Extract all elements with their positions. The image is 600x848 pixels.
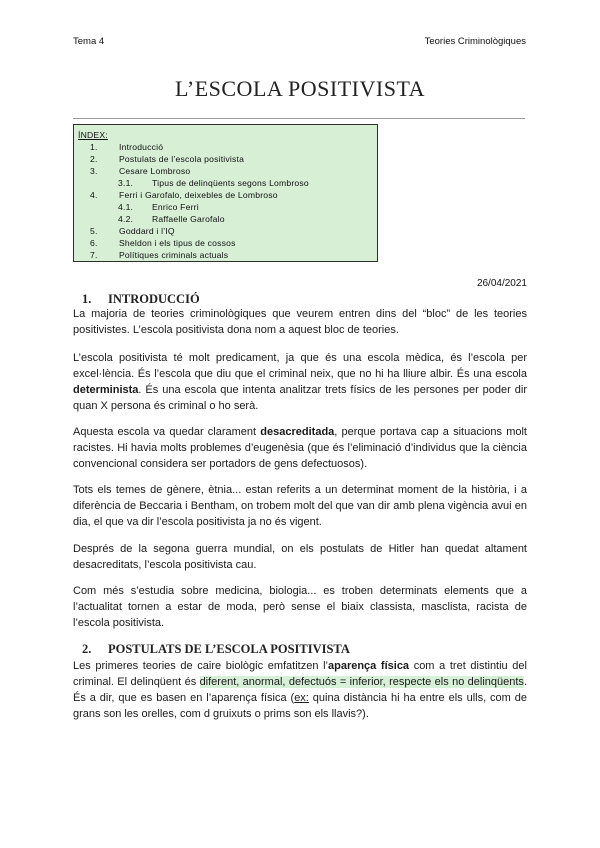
index-subitem xyxy=(78,177,377,189)
highlighted-text: diferent, anormal, defectuós = inferior, respecte els no delinqüents xyxy=(199,676,524,688)
index-item xyxy=(78,249,377,261)
index-item-label: Ferri i Garofalo, deixebles de Lombroso xyxy=(119,190,278,200)
index-item-number: 3.1. xyxy=(118,178,134,188)
index-item xyxy=(78,189,377,201)
underlined-text: ex: xyxy=(294,692,309,704)
index-subitem xyxy=(78,213,377,225)
index-item-number: 5. xyxy=(90,226,98,236)
header-left: Tema 4 xyxy=(73,36,105,47)
section-heading-postulats xyxy=(82,642,350,657)
index-item-label: Goddard i l’IQ xyxy=(119,226,175,236)
index-item-number: 3. xyxy=(90,166,98,176)
index-box xyxy=(73,124,378,262)
index-subitem xyxy=(78,201,377,213)
index-item-label: Raffaelle Garofalo xyxy=(152,214,225,224)
paragraph: Com més s’estudia sobre medicina, biologia... es troben determinats elements que a l’actualitat tornen a estar de moda, però sense el biaix classista, masclista, racista de l’escola positivista. xyxy=(73,585,527,629)
index-item-number: 7. xyxy=(90,250,98,260)
paragraph: Les primeres teories de caire biològic emfatitzen l’aparença física com a tret distintiu del criminal. El delinqüent és diferent, anormal, defectuós = inferior, respecte els no delinqüents. És a dir, que es basen en l’aparença física (ex: quina distància hi ha entre els ulls, com de grans son les orelles, com d gruixuts o prims son els llavis?). xyxy=(73,660,527,720)
section-title: POSTULATS DE L’ESCOLA POSITIVISTA xyxy=(108,642,350,656)
index-item-label: Tipus de delinqüents segons Lombroso xyxy=(152,178,309,188)
index-title: ÍNDEX: xyxy=(78,130,108,140)
index-item-label: Polítiques criminals actuals xyxy=(119,250,229,260)
paragraph: L’escola positivista té molt predicament, ja que és una escola mèdica, és l’escola per excel·lència. És l’escola que diu que el criminal neix, que no hi ha lliure albir. És una escola determinista. És una escola que intenta analitzar trets físics de les persones per poder dir quan X persona és criminal o ho serà. xyxy=(73,352,527,412)
index-item-label: Cesare Lombroso xyxy=(119,166,191,176)
index-item-label: Postulats de l’escola positivista xyxy=(119,154,245,164)
index-item-number: 2. xyxy=(90,154,98,164)
document-date: 26/04/2021 xyxy=(476,278,527,289)
section-number: 1. xyxy=(82,292,92,306)
index-item-number: 4.1. xyxy=(118,202,134,212)
index-item xyxy=(78,225,377,237)
index-item xyxy=(78,237,377,249)
index-item-label: Introducció xyxy=(119,142,164,152)
index-item xyxy=(78,165,377,177)
title-divider xyxy=(73,118,525,119)
index-item-number: 1. xyxy=(90,142,98,152)
index-item-label: Enrico Ferri xyxy=(152,202,199,212)
index-item-number: 4. xyxy=(90,190,98,200)
paragraph: Aquesta escola va quedar clarament desacreditada, perque portava cap a situacions molt racistes. Hi havia molts problemes d’eugenèsia (que és l’eliminació d’individus que la ciència convencional considera ser portadors de gens defectuosos). xyxy=(73,426,527,470)
paragraph: La majoria de teories criminològiques que veurem entren dins del “bloc” de les teories positivistes. L’escola positivista dona nom a aquest bloc de teories. xyxy=(73,308,527,336)
section-number: 2. xyxy=(82,642,92,656)
index-item-number: 4.2. xyxy=(118,214,134,224)
section-heading-introduccio xyxy=(82,292,200,307)
bold-term: determinista xyxy=(73,384,139,396)
section-title: INTRODUCCIÓ xyxy=(108,292,200,306)
bold-term: aparença física xyxy=(327,660,410,672)
paragraph: Després de la segona guerra mundial, on els postulats de Hitler han quedat altament desacreditats, l’escola positivista cau. xyxy=(73,543,527,571)
index-item-label: Sheldon i els tipus de cossos xyxy=(119,238,236,248)
index-item xyxy=(78,141,377,153)
header-right: Teories Criminològiques xyxy=(424,36,526,47)
index-item-number: 6. xyxy=(90,238,98,248)
page-title: L’ESCOLA POSITIVISTA xyxy=(174,76,426,101)
index-item xyxy=(78,153,377,165)
paragraph: Tots els temes de gènere, ètnia... estan referits a un determinat moment de la història, i a diferència de Beccaria i Bentham, on trobem molt del que van dir amb plena vigència avui en dia, el que va dir l’escola positivista ja no és vigent. xyxy=(73,484,527,528)
bold-term: desacreditada xyxy=(260,426,335,438)
